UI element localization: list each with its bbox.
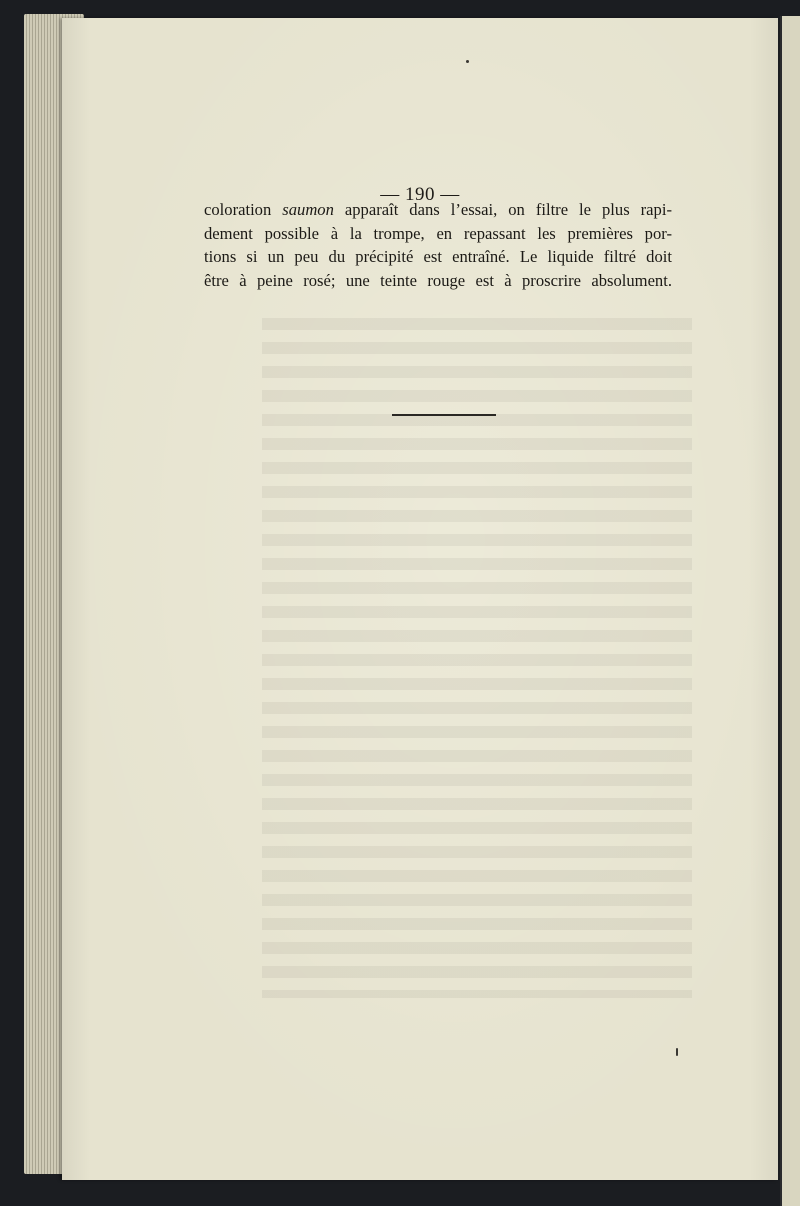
speck-mark <box>466 60 469 63</box>
text-line-2: dement possible à la trompe, en repassant les premières por- <box>204 223 672 243</box>
text-line-1: coloration saumon apparaît dans l’essai, on filtre le plus rapi- <box>204 200 672 219</box>
page-number: — 190 — <box>380 184 460 205</box>
facing-page-edge <box>780 16 800 1206</box>
text-line-3: tions si un peu du précipité est entraîné. Le liquide filtré doit <box>204 247 672 266</box>
book-page <box>62 18 778 1180</box>
speck-mark <box>676 1048 678 1056</box>
body-paragraph <box>204 198 672 292</box>
text-line-4: être à peine rosé; une teinte rouge est à proscrire absolument. <box>204 270 672 290</box>
show-through <box>262 318 692 998</box>
italic-word: saumon <box>282 200 334 219</box>
section-rule <box>392 414 496 416</box>
